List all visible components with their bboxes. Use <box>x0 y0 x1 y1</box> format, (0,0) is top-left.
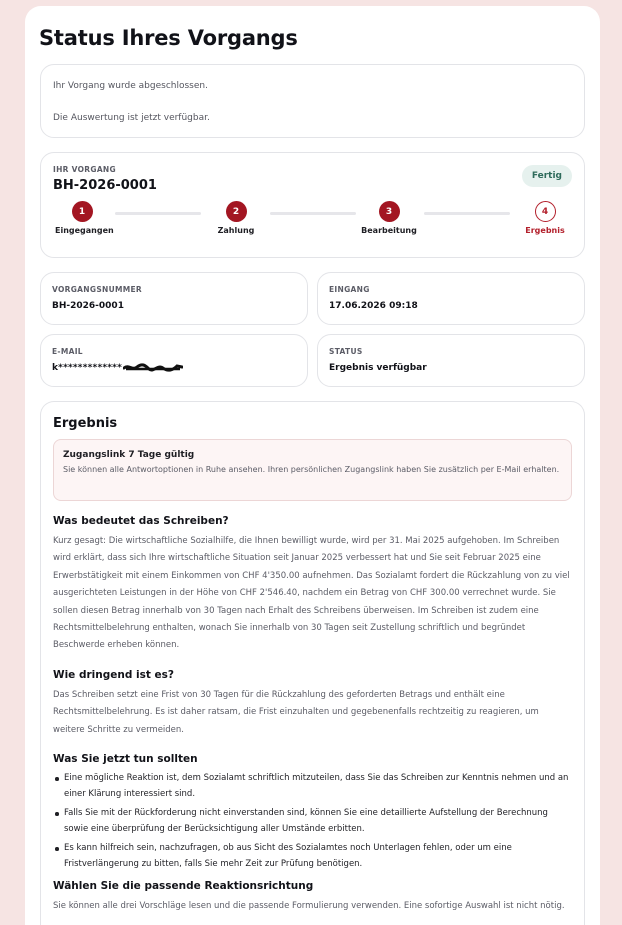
callout-text: Sie können alle Antwortoptionen in Ruhe ansehen. Ihren persönlichen Zugangslink haben Sie zusätzlich per E-Mail erhalten. <box>63 465 560 474</box>
received-card <box>317 272 585 325</box>
urgency-text: Das Schreiben setzt eine Frist von 30 Tagen für die Rückzahlung des geforderten Betrags und enthält eine Rechtsmittelbelehrung. Es ist daher ratsam, die Frist einzuhalten und gegebenenfalls rechtzeitig zu reagieren, um weitere Schritte zu vermeiden. <box>53 689 539 735</box>
email-card <box>40 334 308 387</box>
redaction-scribble-icon <box>123 363 183 372</box>
step-number: 1 <box>72 201 93 222</box>
details-grid <box>40 272 585 387</box>
access-link-callout <box>53 439 572 501</box>
status-value: Ergebnis verfügbar <box>329 363 427 373</box>
case-eyebrow: IHR VORGANG <box>53 165 116 174</box>
step-result <box>518 201 572 235</box>
notice-line-available: Die Auswertung ist jetzt verfügbar. <box>53 113 210 123</box>
received-label: EINGANG <box>329 285 370 294</box>
case-card <box>40 152 585 258</box>
todo-list <box>53 770 572 872</box>
result-card <box>40 401 585 925</box>
list-item: Es kann hilfreich sein, nachzufragen, ob aus Sicht des Sozialamtes noch Unterlagen fehlen, oder um eine Fristverlängerung zu bitten, falls Sie mehr Zeit zur Prüfung benötigen. <box>53 840 572 872</box>
meaning-title: Was bedeutet das Schreiben? <box>53 515 229 527</box>
step-connector <box>115 212 201 215</box>
step-label: Zahlung <box>217 226 255 235</box>
todo-title: Was Sie jetzt tun sollten <box>53 753 198 766</box>
page-title: Status Ihres Vorgangs <box>39 26 298 50</box>
email-masked-text: k************* <box>52 363 122 373</box>
step-payment <box>209 201 263 235</box>
case-number-label: VORGANGSNUMMER <box>52 285 143 294</box>
status-page <box>25 6 600 925</box>
case-number-card <box>40 272 308 325</box>
step-number: 2 <box>226 201 247 222</box>
completion-notice <box>40 64 585 138</box>
progress-stepper <box>53 201 572 251</box>
step-processing <box>354 201 424 235</box>
step-connector <box>424 212 510 215</box>
status-badge: Fertig <box>522 165 572 187</box>
result-title: Ergebnis <box>53 416 118 431</box>
meaning-text: Kurz gesagt: Die wirtschaftliche Sozialhilfe, die Ihnen bewilligt wurde, wird per 31. Mai 2025 aufgehoben. Im Schreiben wird erklärt, dass sich Ihre wirtschaftliche Situation seit Januar 2025 verbessert hat und Sie seit Februar 2025 eine Erwerbstätigkeit mit einem Einkommen von CHF 4'350.00 aufnehmen. Das Sozialamt fordert die Rückzahlung von zu viel ausgerichteten Leistungen in der Höhe von CHF 2'546.40, nachdem ein Betrag von CHF 300.00 verrechnet wurde. Sie sollen diesen Betrag innerhalb von 30 Tagen nach Erhalt des Schreibens überweisen. Im Schreiben ist zudem eine Rechtsmittelbelehrung enthalten, wonach Sie innerhalb von 30 Tagen seit Zustellung schriftlich und begründet Beschwerde erheben können. <box>53 536 570 651</box>
callout-title: Zugangslink 7 Tage gültig <box>63 450 195 460</box>
status-card <box>317 334 585 387</box>
list-item: Falls Sie mit der Rückforderung nicht einverstanden sind, können Sie eine detaillierte Aufstellung der Berechnung sowie eine überprüfung der Berücksichtigung aller Umstände erbitten. <box>53 805 572 837</box>
step-label: Bearbeitung <box>361 226 417 235</box>
status-label: STATUS <box>329 347 363 356</box>
urgency-title: Wie dringend ist es? <box>53 668 174 681</box>
email-label: E-MAIL <box>52 347 83 356</box>
choose-text: Sie können alle drei Vorschläge lesen und die passende Formulierung verwenden. Eine sofortige Auswahl ist nicht nötig. <box>53 901 565 912</box>
step-number: 3 <box>379 201 400 222</box>
email-value <box>52 363 296 373</box>
case-number-value: BH-2026-0001 <box>52 301 124 311</box>
list-item: Eine mögliche Reaktion ist, dem Sozialamt schriftlich mitzuteilen, dass Sie das Schreiben zur Kenntnis nehmen und an einer Klärung interessiert sind. <box>53 770 572 802</box>
received-value: 17.06.2026 09:18 <box>329 301 418 311</box>
step-label: Eingegangen <box>55 226 114 235</box>
step-number: 4 <box>535 201 556 222</box>
choose-title: Wählen Sie die passende Reaktionsrichtung <box>53 880 314 893</box>
case-id: BH-2026-0001 <box>53 178 157 193</box>
notice-line-completed: Ihr Vorgang wurde abgeschlossen. <box>53 81 208 91</box>
step-connector <box>270 212 356 215</box>
step-received <box>55 201 114 235</box>
step-label: Ergebnis <box>525 226 565 235</box>
